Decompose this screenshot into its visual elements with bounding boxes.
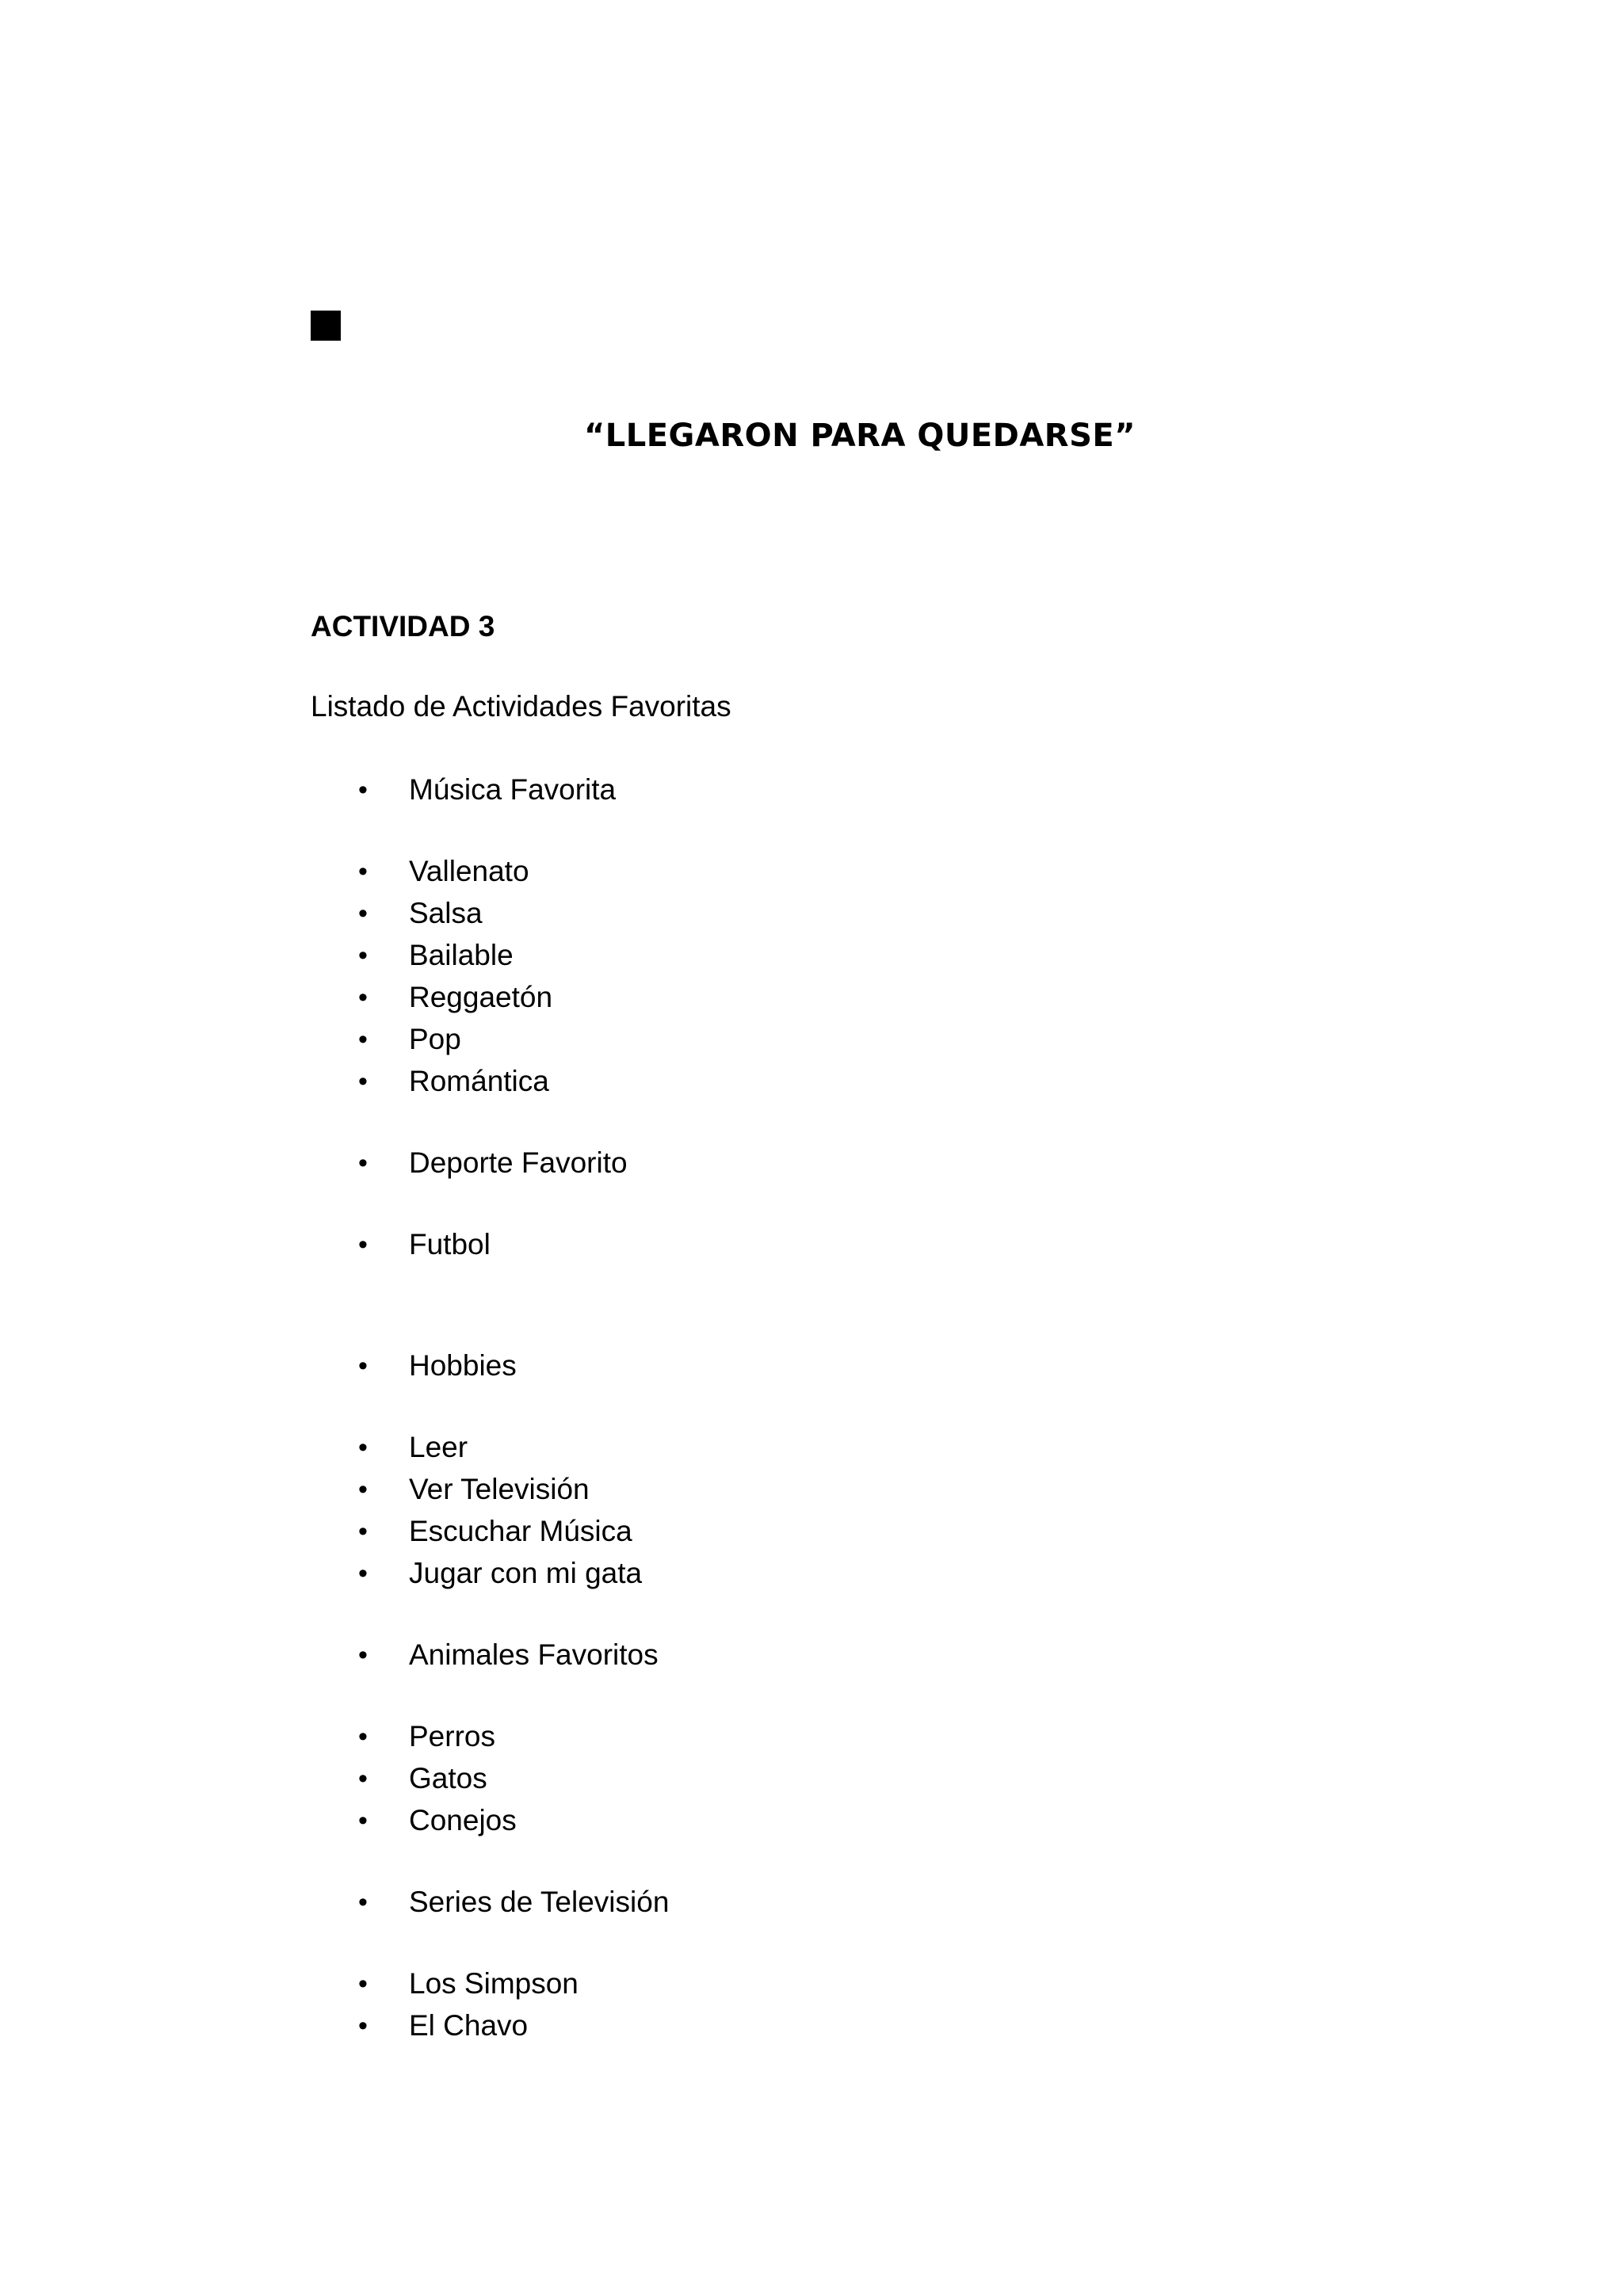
bullet-icon: • (358, 1887, 368, 1917)
bullet-icon: • (358, 2011, 368, 2041)
list-item-label: Deporte Favorito (409, 1146, 628, 1179)
list-item (358, 770, 616, 810)
list-item (358, 1225, 491, 1264)
list-item (358, 1062, 549, 1101)
black-square-marker (311, 311, 341, 341)
list-item-label: Leer (409, 1431, 468, 1463)
list-item-label: Reggaetón (409, 981, 553, 1013)
bullet-icon: • (358, 898, 368, 929)
list-item-label: El Chavo (409, 2009, 529, 2042)
list-item (358, 1020, 461, 1059)
list-item-label: Animales Favoritos (409, 1638, 659, 1671)
list-item (358, 1964, 579, 2004)
list-item (358, 894, 483, 933)
list-item (358, 2006, 528, 2046)
list-item-label: Música Favorita (409, 773, 617, 806)
document-title: “LLEGARON PARA QUEDARSE” (583, 418, 1136, 454)
list-item (358, 1428, 468, 1467)
bullet-icon: • (358, 1066, 368, 1097)
list-item (358, 1635, 659, 1675)
list-item-label: Pop (409, 1023, 461, 1055)
bullet-icon: • (358, 1432, 368, 1463)
list-item-label: Vallenato (409, 855, 529, 887)
list-item-label: Hobbies (409, 1349, 517, 1382)
bullet-icon: • (358, 1516, 368, 1547)
bullet-icon: • (358, 1969, 368, 1999)
list-item-label: Perros (409, 1720, 495, 1753)
list-item (358, 852, 529, 891)
list-item-label: Gatos (409, 1762, 487, 1794)
bullet-icon: • (358, 1764, 368, 1794)
list-item (358, 1346, 517, 1386)
list-item-label: Series de Televisión (409, 1886, 670, 1918)
bullet-icon: • (358, 1806, 368, 1836)
list-item-label: Los Simpson (409, 1967, 579, 2000)
list-item-label: Futbol (409, 1228, 491, 1261)
list-item (358, 1512, 632, 1551)
list-item (358, 1759, 487, 1798)
list-item-label: Salsa (409, 897, 483, 929)
bullet-icon: • (358, 775, 368, 805)
list-item (358, 1801, 517, 1840)
bullet-icon: • (358, 1474, 368, 1505)
list-item (358, 978, 552, 1017)
list-item (358, 1554, 642, 1593)
bullet-icon: • (358, 1148, 368, 1178)
list-item-label: Ver Televisión (409, 1473, 590, 1505)
bullet-icon: • (358, 1640, 368, 1670)
bullet-icon: • (358, 1558, 368, 1589)
list-item (358, 1717, 495, 1756)
bullet-icon: • (358, 856, 368, 887)
bullet-icon: • (358, 940, 368, 971)
bullet-icon: • (358, 982, 368, 1013)
list-item (358, 1470, 590, 1509)
list-item (358, 1143, 628, 1183)
list-item-label: Bailable (409, 939, 514, 971)
list-item-label: Romántica (409, 1065, 549, 1097)
activity-heading: ACTIVIDAD 3 (311, 610, 495, 643)
list-item (358, 936, 514, 975)
bullet-icon: • (358, 1351, 368, 1381)
bullet-icon: • (358, 1230, 368, 1260)
list-item (358, 1882, 669, 1922)
list-item-label: Jugar con mi gata (409, 1557, 643, 1589)
bullet-icon: • (358, 1024, 368, 1055)
list-item-label: Escuchar Música (409, 1515, 632, 1547)
list-item-label: Conejos (409, 1804, 517, 1836)
bullet-icon: • (358, 1722, 368, 1752)
list-intro: Listado de Actividades Favoritas (311, 690, 731, 723)
